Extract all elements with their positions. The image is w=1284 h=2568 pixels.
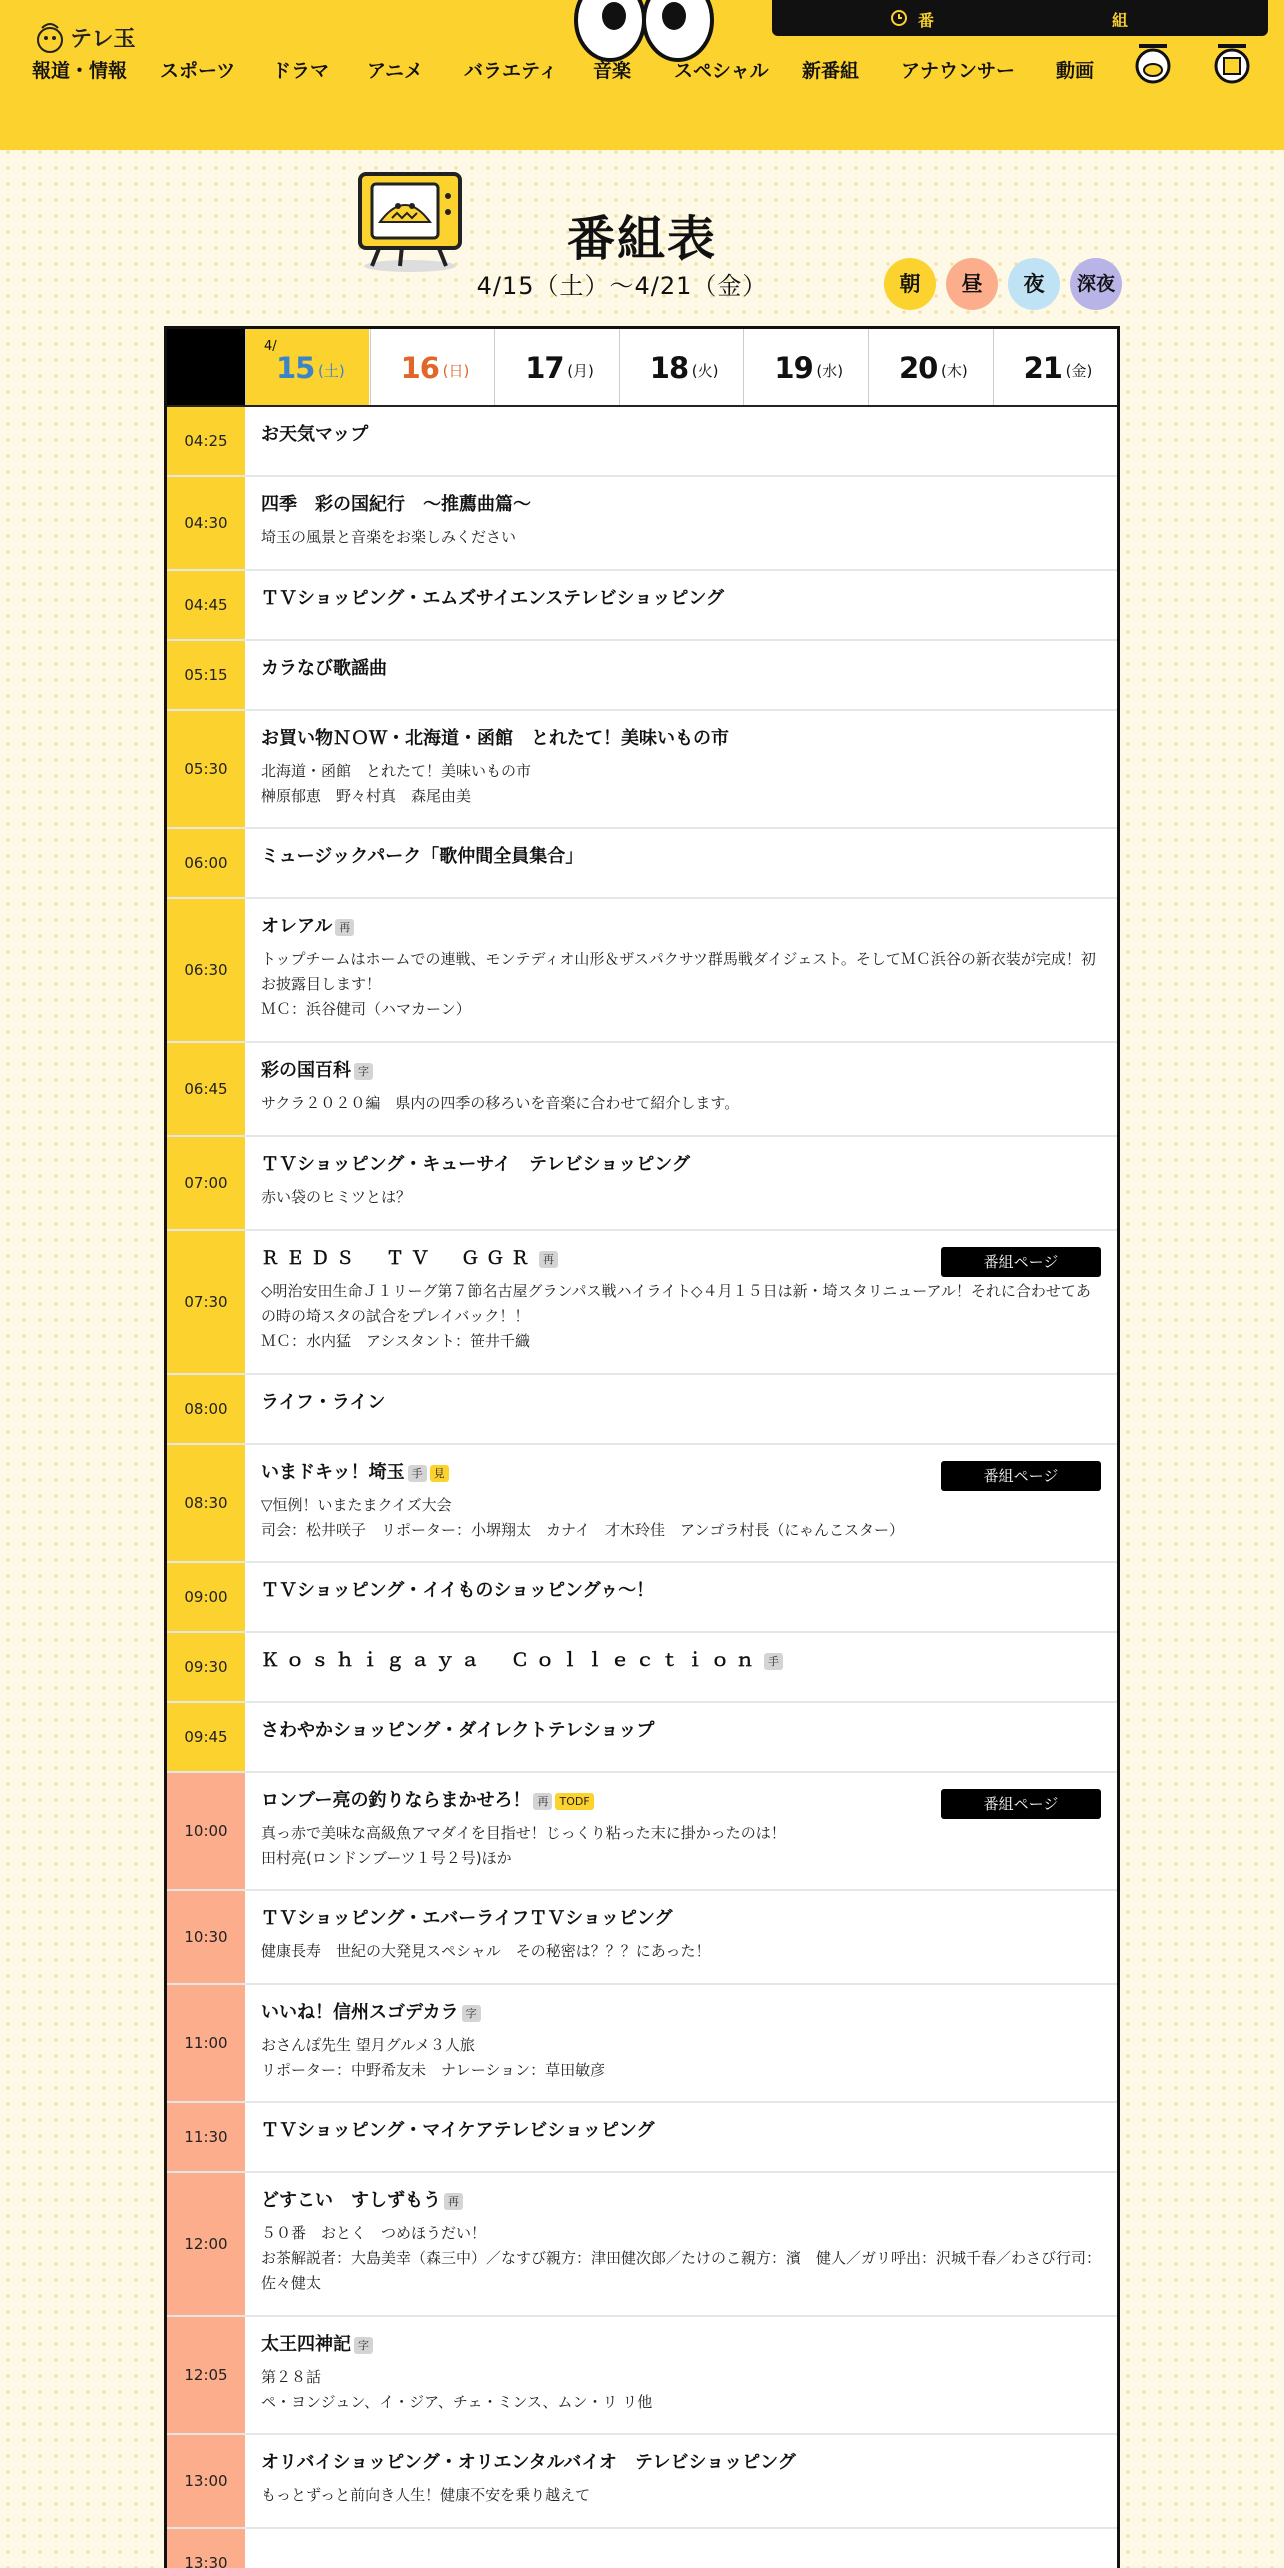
program-description [261,1279,1101,1354]
program-time: 12:05 [167,2317,245,2433]
program-title[interactable]: ＴＶショッピング・エバーライフＴＶショッピング [261,1908,673,1929]
program-title-line [261,2119,1101,2143]
program-badge: 手 [764,1653,783,1670]
program-description-line: 北海道・函館 とれたて！美味いもの市 [261,762,532,780]
main-nav [0,56,1284,80]
program-badge: 字 [462,2005,481,2022]
program-description [261,759,1101,809]
program-cell[interactable] [245,1137,1117,1224]
program-description-line: ペ・ヨンジュン、イ・ジア、チェ・ミンス、ムン・リ リ他 [261,2393,653,2411]
program-title[interactable]: ＴＶショッピング・マイケアテレビショッピング [261,2120,655,2141]
program-time: 11:00 [167,1985,245,2101]
nav-variety[interactable]: バラエティ [464,60,558,82]
program-title[interactable]: ＴＶショッピング・エムズサイエンステレビショッピング [261,588,724,609]
program-description-line: 田村亮(ロンドンブーツ１号２号)ほか [261,1849,512,1867]
program-title[interactable]: ＴＶショッピング・キューサイ テレビショッピング [261,1154,690,1175]
program-time: 11:30 [167,2103,245,2171]
nav-drama[interactable]: ドラマ [272,60,330,82]
program-description-line: ＭＣ：浜谷健司（ハマカーン） [261,1000,471,1018]
program-cell[interactable] [245,2103,1117,2157]
program-title-line [261,1907,1101,1931]
program-row [167,1891,1117,1985]
program-row [167,407,1117,477]
program-time: 06:00 [167,829,245,897]
program-title[interactable]: さわやかショッピング・ダイレクトテレショップ [261,1720,655,1741]
program-row [167,571,1117,641]
program-cell[interactable] [245,571,1117,625]
day-number: 20 [899,351,938,385]
program-cell[interactable] [245,2317,1117,2429]
program-description-line: 健康長寿 世紀の大発見スペシャル その秘密は？？？にあった！ [261,1942,711,1960]
program-cell[interactable] [245,829,1117,883]
day-of-week: (日) [442,362,470,380]
program-title[interactable]: お天気マップ [261,424,369,445]
program-time: 09:30 [167,1633,245,1701]
program-page-button[interactable]: 番組ページ [941,1789,1101,1819]
program-row [167,1231,1117,1375]
program-time: 13:00 [167,2435,245,2527]
program-title[interactable]: Ｋｏｓｈｉｇａｙａ Ｃｏｌｌｅｃｔｉｏｎ [261,1650,761,1671]
program-description [261,1185,1101,1210]
program-title[interactable]: ライフ・ライン [261,1392,386,1413]
page-title: 番組表 [566,211,717,267]
program-title-line [261,587,1101,611]
program-description [261,1091,1101,1116]
program-title-line [261,845,1101,869]
filter-morning-button[interactable]: 朝 [884,258,936,310]
program-time: 09:45 [167,1703,245,1771]
nav-news[interactable]: 報道・情報 [32,60,128,82]
program-badge: 手 [408,1465,427,1482]
program-cell[interactable] [245,477,1117,564]
program-cell[interactable] [245,407,1117,461]
day-tab-20[interactable] [868,329,992,405]
program-time: 08:30 [167,1445,245,1561]
program-description [261,2221,1101,2296]
program-cell[interactable] [245,1043,1117,1130]
program-description-line: 榊原郁恵 野々村真 森尾由美 [261,787,472,805]
program-cell[interactable] [245,711,1117,823]
program-title-line [261,727,1101,751]
program-title[interactable]: ＴＶショッピング・イイものショッピングゥ～！ [261,1580,655,1601]
program-cell[interactable] [245,1633,1117,1687]
program-badge: 見 [430,1465,449,1482]
program-row [167,2317,1117,2435]
program-title[interactable]: ＲＥＤＳ ＴＶ ＧＧＲ [261,1248,536,1269]
program-row [167,829,1117,899]
program-row [167,2173,1117,2317]
day-of-week: (金) [1065,362,1093,380]
program-title-line [261,915,1101,939]
nav-new-programs[interactable]: 新番組 [802,60,860,82]
program-list [167,407,1117,2568]
teletama-shop-icon[interactable] [1133,38,1173,88]
program-row [167,641,1117,711]
teletama-bag-icon[interactable] [1212,38,1252,88]
day-tab-21[interactable] [993,329,1117,405]
program-cell[interactable] [245,1375,1117,1429]
program-cell[interactable] [245,641,1117,695]
program-row [167,711,1117,829]
mascot-eyes-icon [568,0,718,62]
program-time: 12:00 [167,2173,245,2315]
program-description-line: 赤い袋のヒミツとは？ [261,1188,412,1206]
program-description-line: ▽恒例！いまたまクイズ大会 [261,1496,452,1514]
day-month: 4/ [264,339,277,354]
program-row [167,1137,1117,1231]
day-tab-19[interactable] [743,329,867,405]
filter-late-night-button[interactable]: 深夜 [1070,258,1122,310]
program-badge: 字 [354,2337,373,2354]
program-row [167,1633,1117,1703]
day-of-week: (月) [567,362,594,380]
program-description-line: リポーター：中野希友未 ナレーション：草田敏彦 [261,2061,606,2079]
program-row [167,1563,1117,1633]
program-description-line: 司会：松井咲子 リポーター：小堺翔太 カナイ 才木玲佳 アンゴラ村長（にゃんこスター） [261,1521,905,1539]
topbar-label-left[interactable]: 番 [918,11,935,30]
clock-icon[interactable] [890,9,908,27]
program-time: 08:00 [167,1375,245,1443]
program-row [167,477,1117,571]
program-description-line: おさんぽ先生 望月グルメ３人旅 [261,2036,475,2054]
program-title-line [261,2001,1101,2025]
filter-noon-button[interactable]: 昼 [946,258,998,310]
program-time: 07:30 [167,1231,245,1373]
program-badge: 再 [533,1793,552,1810]
program-description [261,1493,1101,1543]
tv-mascot-icon [350,166,470,276]
program-title[interactable]: オレアル [261,916,333,937]
program-page-button[interactable]: 番組ページ [941,1247,1101,1277]
day-tabs [167,329,1117,407]
program-badge: 再 [539,1251,558,1268]
program-title[interactable]: 四季 彩の国紀行 ～推薦曲篇～ [261,494,531,515]
nav-announcer[interactable]: アナウンサー [901,60,1016,82]
program-title[interactable]: カラなび歌謡曲 [261,658,387,679]
top-utility-bar [772,0,1268,36]
program-row [167,1703,1117,1773]
program-time: 07:00 [167,1137,245,1229]
program-badge: 再 [335,919,354,936]
day-number: 19 [774,351,813,385]
program-title-line [261,2451,1101,2475]
program-title[interactable]: ロンブー亮の釣りならまかせろ！ [261,1790,531,1811]
program-time: 04:25 [167,407,245,475]
program-description-line: トップチームはホームでの連戦、モンテディオ山形＆ザスパクサツ群馬戦ダイジェスト。そしてＭＣ浜谷の新衣装が完成！初お披露目します！ [261,950,1096,993]
day-tab-15[interactable] [245,329,369,405]
program-row [167,1375,1117,1445]
nav-anime[interactable]: アニメ [367,60,424,82]
program-title[interactable]: どすこい すしずもう [261,2190,441,2211]
day-of-week: (火) [691,362,719,380]
program-description-line: 埼玉の風景と音楽をお楽しみください [261,528,517,546]
program-cell[interactable] [245,2529,1117,2559]
program-description [261,525,1101,550]
logo-text[interactable]: テレ玉 [70,27,136,52]
day-tab-18[interactable] [619,329,743,405]
program-title-line [261,1719,1101,1743]
program-description-line: ◇明治安田生命Ｊ１リーグ第７節名古屋グランパス戦ハイライト◇４月１５日は新・埼スタリニューアル！それに合わせてあの時の埼スタの試合をプレイバック！！ [261,1282,1091,1325]
program-time: 10:30 [167,1891,245,1983]
program-row [167,899,1117,1043]
program-description [261,1821,1101,1871]
date-range: 4/15（土）〜4/21（金） [476,272,768,300]
program-title-line [261,1649,1101,1673]
program-cell[interactable] [245,899,1117,1036]
program-title-line [261,1153,1101,1177]
program-badge: 再 [444,2193,463,2210]
day-number: 16 [400,351,439,385]
day-number: 15 [276,351,315,385]
program-description [261,947,1101,1022]
topbar-label-right[interactable]: 組 [1112,11,1129,30]
program-time: 04:45 [167,571,245,639]
program-title-line [261,2333,1101,2357]
program-title[interactable]: 太王四神記 [261,2334,351,2355]
program-description [261,2033,1101,2083]
program-cell[interactable] [245,1563,1117,1617]
program-description [261,1939,1101,1964]
program-title[interactable]: いまドキッ！埼玉 [261,1462,405,1483]
program-time: 10:00 [167,1773,245,1889]
day-of-week: (木) [941,362,968,380]
program-title-line [261,423,1101,447]
program-badge: TODF [555,1793,593,1810]
program-badge: 字 [354,1063,373,1080]
nav-special[interactable]: スペシャル [674,60,769,82]
program-cell[interactable] [245,1891,1117,1978]
program-cell[interactable] [245,1985,1117,2097]
program-title-line [261,1579,1101,1603]
program-schedule [164,326,1120,2568]
program-title[interactable]: お買い物ＮＯＷ・北海道・函館 とれたて！美味いもの市 [261,728,729,749]
program-row [167,1985,1117,2103]
program-title-line [261,2189,1101,2213]
program-row [167,1773,1117,1891]
program-time: 06:30 [167,899,245,1041]
day-number: 18 [649,351,689,385]
day-number: 21 [1023,351,1062,385]
header-zigzag-edge [0,130,1284,152]
program-time: 13:30 [167,2529,245,2568]
nav-music[interactable]: 音楽 [593,60,632,82]
program-description-line: サクラ２０２０編 県内の四季の移ろいを音楽に合わせて紹介します。 [261,1094,740,1112]
program-description-line: ＭＣ：水内猛 アシスタント：笹井千織 [261,1332,530,1350]
program-description-line: 第２８話 [261,2368,322,2386]
nav-sports[interactable]: スポーツ [160,60,236,82]
program-time: 09:00 [167,1563,245,1631]
program-description-line: ５０番 おとく つめほうだい！ [261,2224,487,2242]
program-row [167,2435,1117,2529]
day-of-week: (水) [816,362,844,380]
program-description [261,2483,1101,2508]
program-title-line [261,1391,1101,1415]
nav-video[interactable]: 動画 [1056,60,1095,82]
program-cell[interactable] [245,2173,1117,2310]
program-page-button[interactable]: 番組ページ [941,1461,1101,1491]
site-header [0,0,1284,150]
day-tabs-corner [167,329,245,405]
filter-night-button[interactable]: 夜 [1008,258,1060,310]
program-title[interactable]: オリバイショッピング・オリエンタルバイオ テレビショッピング [261,2452,796,2473]
day-number: 17 [525,351,564,385]
program-title[interactable]: いいね！信州スゴデカラ [261,2002,459,2023]
program-time: 06:45 [167,1043,245,1135]
day-tab-16[interactable] [370,329,494,405]
program-title-line [261,1059,1101,1083]
program-time: 04:30 [167,477,245,569]
program-description-line: もっとずっと前向き人生！健康不安を乗り越えて [261,2486,591,2504]
program-time: 05:15 [167,641,245,709]
program-title-line [261,657,1101,681]
program-row [167,1445,1117,1563]
program-cell[interactable] [245,1703,1117,1757]
program-title[interactable]: ミュージックパーク「歌仲間全員集合」 [261,846,584,867]
program-description-line: お茶解説者：大島美幸（森三中）／なすび親方：津田健次郎／たけのこ親方：濱 健人／ガリ呼出：沢城千春／わさび行司：佐々健太 [261,2249,1102,2292]
program-description-line: 真っ赤で美味な高級魚アマダイを目指せ！じっくり粘った末に掛かったのは！ [261,1824,786,1842]
program-row [167,2103,1117,2173]
program-title[interactable]: 彩の国百科 [261,1060,351,1081]
day-tab-17[interactable] [494,329,618,405]
program-row [167,1043,1117,1137]
day-of-week: (土) [318,362,345,380]
program-time: 05:30 [167,711,245,827]
program-title-line [261,493,1101,517]
program-description [261,2365,1101,2415]
program-cell[interactable] [245,2435,1117,2522]
program-row [167,2529,1117,2568]
